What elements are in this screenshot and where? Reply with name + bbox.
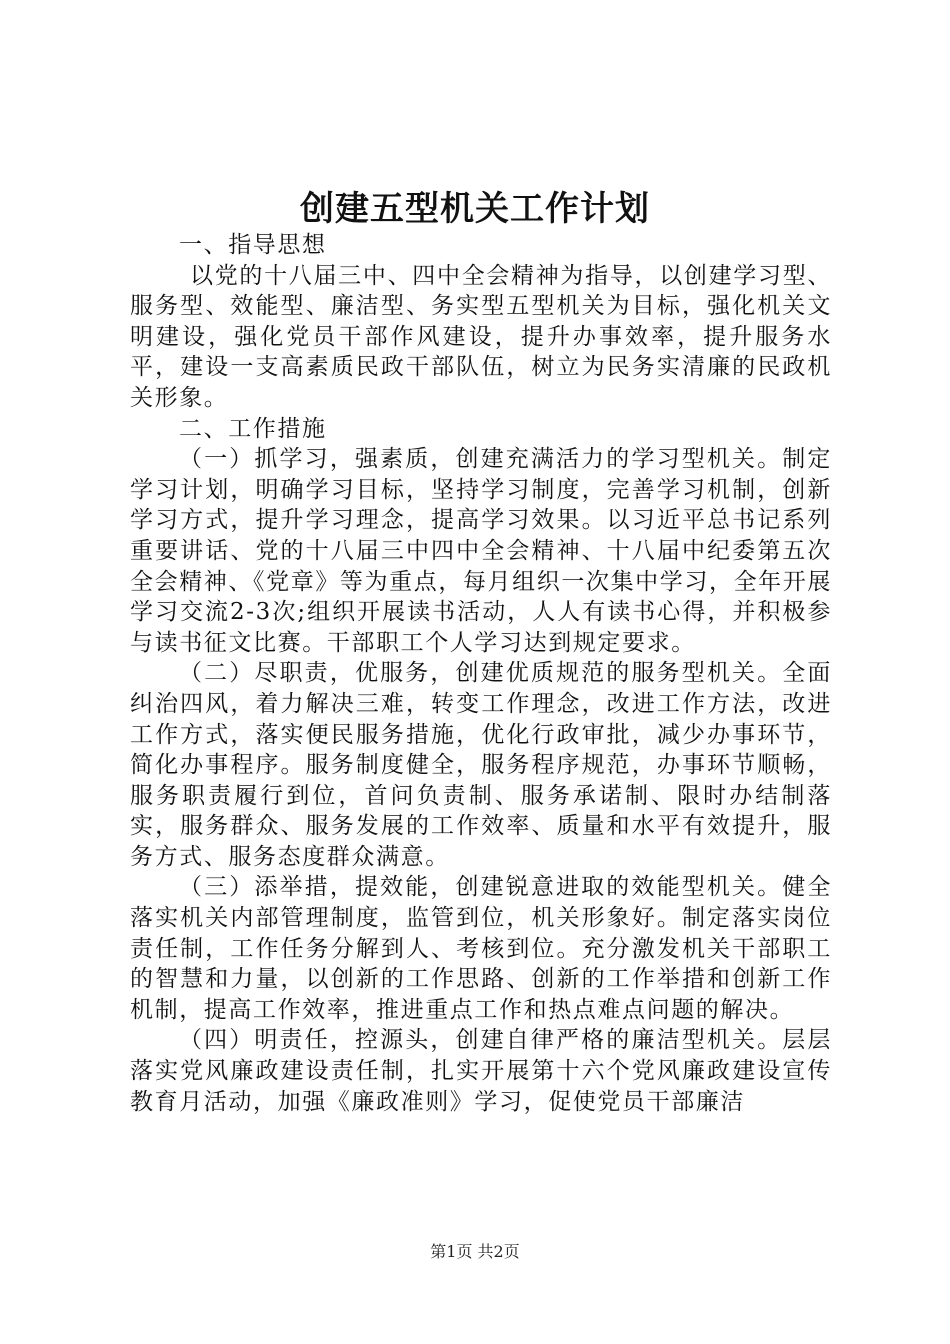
page-number-footer: 第1页 共2页 (430, 1242, 520, 1261)
paragraph-integrity-organ: （四）明责任，控源头，创建自律严格的廉洁型机关。层层落实党风廉政建设责任制，扎实开展第十六个党风廉政建设宣传教育月活动，加强《廉政准则》学习，促使党员干部廉洁 (130, 1027, 832, 1115)
paragraph-guiding-thought: 以党的十八届三中、四中全会精神为指导，以创建学习型、服务型、效能型、廉洁型、务实型五型机关为目标，强化机关文明建设，强化党员干部作风建设，提升办事效率，提升服务水平，建设一支高素质民政干部队伍，树立为民务实清廉的民政机关形象。 (130, 262, 832, 411)
paragraph-service-organ: （二）尽职责，优服务，创建优质规范的服务型机关。全面纠治四风，着力解决三难，转变工作理念，改进工作方法，改进工作方式，落实便民服务措施，优化行政审批，减少办事环节，简化办事程序。服务制度健全，服务程序规范，办事环节顺畅，服务职责履行到位，首问负责制、服务承诺制、限时办结制落实，服务群众、服务发展的工作效率、质量和水平有效提升，服务方式、服务态度群众满意。 (130, 660, 832, 870)
document-body (130, 230, 832, 1117)
document-title: 创建五型机关工作计划 (300, 189, 650, 229)
section-heading-guiding-thought: 一、指导思想 (179, 232, 327, 258)
section-heading-work-measures: 二、工作措施 (179, 415, 327, 442)
paragraph-learning-organ: （一）抓学习，强素质，创建充满活力的学习型机关。制定学习计划，明确学习目标，坚持学习制度，完善学习机制，创新学习方式，提升学习理念，提高学习效果。以习近平总书记系列重要讲话、党的十八届三中四中全会精神、十八届中纪委第五次全会精神、《党章》等为重点，每月组织一次集中学习，全年开展学习交流2-3次;组织开展读书活动，人人有读书心得，并积极参与读书征文比赛。干部职工个人学习达到规定要求。 (130, 446, 832, 656)
paragraph-efficiency-organ: （三）添举措，提效能，创建锐意进取的效能型机关。健全落实机关内部管理制度，监管到位，机关形象好。制定落实岗位责任制，工作任务分解到人、考核到位。充分激发机关干部职工的智慧和力量，以创新的工作思路、创新的工作举措和创新工作机制，提高工作效率，推进重点工作和热点难点问题的解决。 (130, 874, 832, 1023)
